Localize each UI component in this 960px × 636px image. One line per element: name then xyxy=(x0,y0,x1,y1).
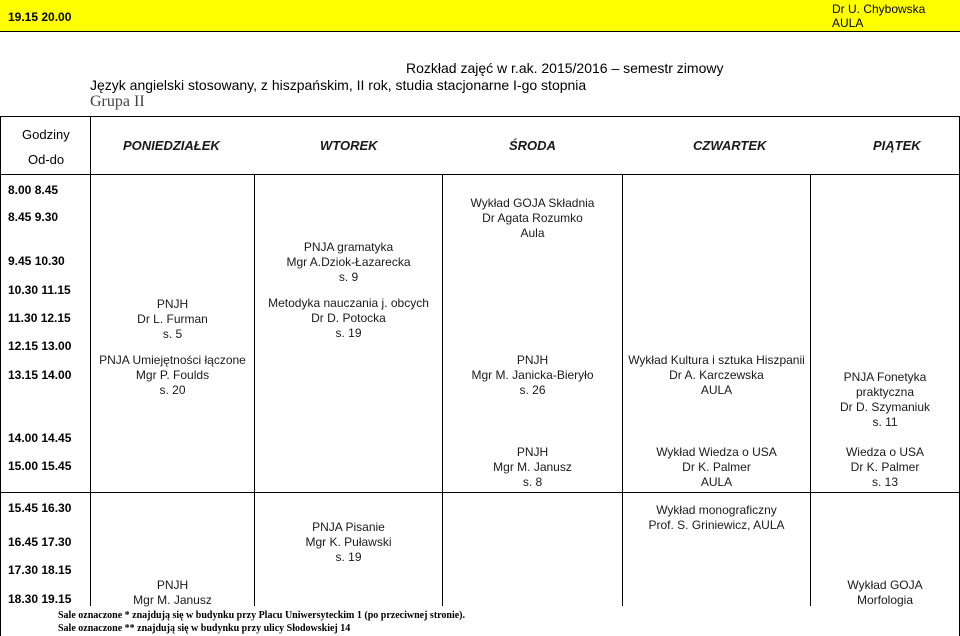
class-tuesday-pisanie: PNJA Pisanie Mgr K. Puławski s. 19 xyxy=(305,520,392,564)
time-slot: 16.45 17.30 xyxy=(8,535,72,549)
hours-header-2: Od-do xyxy=(28,152,65,167)
time-slot: 15.45 16.30 xyxy=(8,501,72,515)
class-thursday-kultura: Wykład Kultura i sztuka Hiszpanii Dr A. Karczewska AULA xyxy=(628,353,805,397)
table-left-border xyxy=(0,116,1,636)
footnote-2: Sale oznaczone ** znajdują się w budynku przy ulicy Słodowskiej 14 xyxy=(58,623,351,634)
class-monday-pnjh-furman: PNJH Dr L. Furman s. 5 xyxy=(137,297,208,341)
top-row-time: 19.15 20.00 xyxy=(8,10,72,24)
class-wednesday-goja-skladnia: Wykład GOJA Składnia Dr Agata Rozumko Aula xyxy=(470,196,595,240)
day-friday: PIĄTEK xyxy=(873,138,921,153)
class-monday-pnjh-janusz: PNJH Mgr M. Janusz xyxy=(133,578,212,607)
hours-header-1: Godziny xyxy=(22,127,70,142)
class-tuesday-metodyka: Metodyka nauczania j. obcych Dr D. Potocka s. 19 xyxy=(268,296,429,340)
group-label: Grupa II xyxy=(90,93,145,110)
schedule-subtitle: Język angielski stosowany, z hiszpańskim, II rok, studia stacjonarne I-go stopnia xyxy=(90,77,587,93)
time-slot: 17.30 18.15 xyxy=(8,563,72,577)
day-thursday: CZWARTEK xyxy=(693,138,767,153)
day-monday: PONIEDZIAŁEK xyxy=(123,138,220,153)
time-slot: 18.30 19.15 xyxy=(8,592,72,606)
class-wednesday-pnjh-janusz: PNJH Mgr M. Janusz s. 8 xyxy=(493,445,572,489)
class-tuesday-gramatyka: PNJA gramatyka Mgr A.Dziok-Łazarecka s. 9 xyxy=(286,240,411,284)
header-bottom-border xyxy=(0,174,960,175)
time-slot: 15.00 15.45 xyxy=(8,459,72,473)
top-row xyxy=(0,0,960,31)
day-wednesday: ŚRODA xyxy=(509,138,556,153)
table-top-border xyxy=(0,116,960,117)
time-slot: 11.30 12.15 xyxy=(8,311,71,325)
day-tuesday: WTOREK xyxy=(320,138,378,153)
schedule-title: Rozkład zajęć w r.ak. 2015/2016 – semestr zimowy xyxy=(406,60,724,76)
time-slot: 13.15 14.00 xyxy=(8,368,72,382)
time-slot: 12.15 13.00 xyxy=(8,339,72,353)
footnote-1: Sale oznaczone * znajdują się w budynku przy Placu Uniwersyteckim 1 (po przeciwnej stronie). xyxy=(58,610,466,621)
class-wednesday-pnjh-janicka: PNJH Mgr M. Janicka-Bieryło s. 26 xyxy=(471,353,594,397)
time-slot: 9.45 10.30 xyxy=(8,254,65,268)
time-slot: 8.00 8.45 xyxy=(8,183,59,197)
class-friday-goja-morfologia: Wykład GOJA Morfologia xyxy=(847,578,923,607)
table-mid-border xyxy=(0,492,960,493)
top-row-lecturer: Dr U. Chybowska xyxy=(832,2,926,16)
class-friday-fonetyka: PNJA Fonetyka praktyczna Dr D. Szymaniuk s. 11 xyxy=(839,370,931,429)
class-friday-wiedza-usa: Wiedza o USA Dr K. Palmer s. 13 xyxy=(845,445,925,489)
class-thursday-wiedza-usa: Wykład Wiedza o USA Dr K. Palmer AULA xyxy=(656,445,777,489)
class-thursday-monograficzny: Wykład monograficzny Prof. S. Griniewicz, AULA xyxy=(648,503,785,532)
time-slot: 8.45 9.30 xyxy=(8,210,59,224)
time-slot: 10.30 11.15 xyxy=(8,283,71,297)
class-monday-pnja-foulds: PNJA Umiejętności łączone Mgr P. Foulds s. 20 xyxy=(99,353,246,397)
top-row-room: AULA xyxy=(832,16,864,30)
top-row-border xyxy=(0,31,960,32)
time-slot: 14.00 14.45 xyxy=(8,431,72,445)
